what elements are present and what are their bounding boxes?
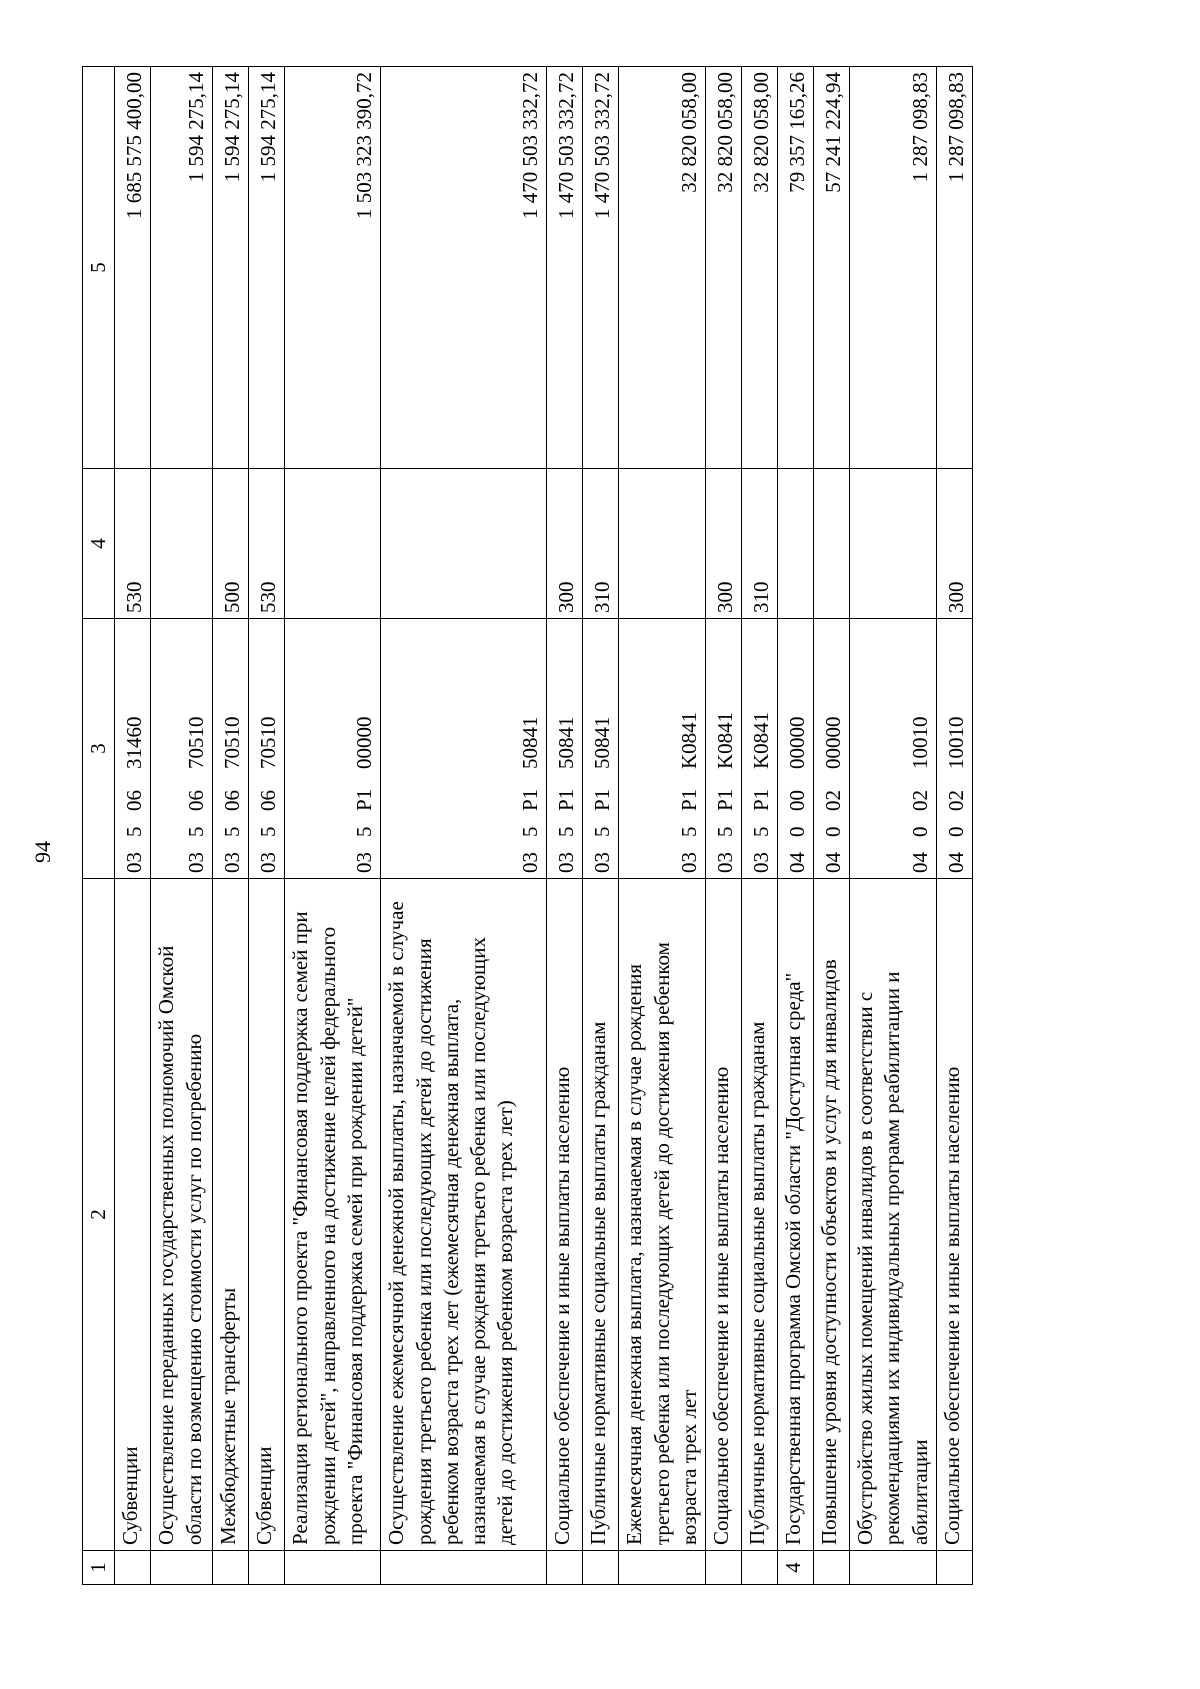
code-part-1: 03 [712,852,737,873]
code-group [712,624,739,873]
item-name-cell: Обустройство жилых помещений инвалидов в соответствии с рекомендациями их индивидуальных программ реабилитации и абилитации [850,879,937,1551]
table-row [115,67,151,1585]
code-part-1: 03 [184,852,208,873]
code-part-2: 5 [184,826,208,837]
code-part-2: 0 [943,826,968,837]
code-part-4: 70510 [184,716,208,769]
expense-type-cell: 530 [115,469,151,619]
classification-code-cell [381,619,547,879]
expense-type-cell [381,469,547,619]
code-part-4: K0841 [748,711,773,769]
table-row [742,67,778,1585]
code-part-4: 00000 [352,716,376,769]
code-part-3: P1 [554,788,578,811]
table-row [778,67,814,1585]
item-name-cell: Ежемесячная денежная выплата, назначаемая в случае рождения третьего ребенка или последующих детей до достижения ребенком возраста трех лет [619,879,706,1551]
table-row [285,67,381,1585]
classification-code-cell [547,619,583,879]
classification-code-cell [249,619,285,879]
code-part-4: 50841 [590,716,614,769]
row-number-cell [249,1551,285,1585]
classification-code-cell [706,619,742,879]
expense-type-cell: 530 [249,469,285,619]
expense-type-cell: 500 [213,469,249,619]
classification-code-cell [937,619,973,879]
item-name-cell: Публичные нормативные социальные выплаты гражданам [583,879,619,1551]
code-part-1: 04 [784,852,809,873]
item-name-cell: Субвенции [249,879,285,1551]
row-number-cell [285,1551,381,1585]
code-group [517,624,544,873]
code-part-3: P1 [518,788,542,811]
code-part-2: 5 [590,826,614,837]
expense-type-cell [850,469,937,619]
code-part-2: 5 [554,826,578,837]
row-number-cell [619,1551,706,1585]
amount-cell: 79 357 165,26 [778,67,814,469]
code-part-3: 06 [256,790,280,811]
code-part-1: 04 [907,852,932,873]
table-row [249,67,285,1585]
code-group [351,624,378,873]
code-part-2: 0 [784,826,809,837]
amount-cell: 32 820 058,00 [619,67,706,469]
code-part-2: 5 [256,826,280,837]
classification-code-cell [151,619,213,879]
table-row [619,67,706,1585]
header-cell-4: 4 [83,469,115,619]
code-part-3: 06 [122,790,146,811]
code-group [183,624,210,873]
classification-code-cell [814,619,850,879]
amount-cell: 1 470 503 332,72 [583,67,619,469]
table-row [706,67,742,1585]
amount-cell: 1 470 503 332,72 [381,67,547,469]
table-row [213,67,249,1585]
code-part-3: P1 [748,788,773,811]
code-part-3: 02 [943,790,968,811]
table-row [850,67,937,1585]
header-cell-1: 1 [83,1551,115,1585]
amount-cell: 1 594 275,14 [249,67,285,469]
code-part-1: 03 [554,852,578,873]
row-number-cell [814,1551,850,1585]
row-number-cell [706,1551,742,1585]
code-part-4: 70510 [220,716,244,769]
classification-code-cell [115,619,151,879]
code-group [676,624,703,873]
code-part-4: 00000 [784,716,809,769]
expense-type-cell: 300 [937,469,973,619]
amount-cell: 1 594 275,14 [213,67,249,469]
table-row [547,67,583,1585]
expense-type-cell [151,469,213,619]
table-body [83,67,973,1585]
item-name-cell: Социальное обеспечение и иные выплаты населению [706,879,742,1551]
amount-cell: 32 820 058,00 [742,67,778,469]
code-part-1: 03 [352,852,376,873]
item-name-cell: Государственная программа Омской области "Доступная среда" [778,879,814,1551]
expense-type-cell [619,469,706,619]
code-part-1: 03 [122,852,146,873]
table-row [937,67,973,1585]
classification-code-cell [742,619,778,879]
item-name-cell: Субвенции [115,879,151,1551]
code-group [553,624,580,873]
code-part-4: 10010 [943,716,968,769]
code-part-3: 02 [907,790,932,811]
amount-cell: 1 287 098,83 [937,67,973,469]
classification-code-cell [285,619,381,879]
code-part-4: K0841 [676,711,701,769]
table-row [381,67,547,1585]
code-part-2: 5 [712,826,737,837]
expense-type-cell [778,469,814,619]
code-part-2: 0 [820,826,845,837]
code-part-4: 50841 [554,716,578,769]
code-group [255,624,282,873]
code-part-4: 31460 [122,716,146,769]
item-name-cell: Социальное обеспечение и иные выплаты населению [547,879,583,1551]
code-group [589,624,616,873]
header-cell-3: 3 [83,619,115,879]
classification-code-cell [213,619,249,879]
classification-code-cell [850,619,937,879]
code-part-4: K0841 [712,711,737,769]
code-part-4: 00000 [820,716,845,769]
budget-table [82,66,973,1585]
amount-cell: 57 241 224,94 [814,67,850,469]
page-number: 94 [30,841,55,863]
code-part-1: 03 [220,852,244,873]
code-part-2: 5 [676,826,701,837]
code-part-3: P1 [352,788,376,811]
row-number-cell [213,1551,249,1585]
expense-type-cell [814,469,850,619]
code-part-3: 06 [184,790,208,811]
item-name-cell: Осуществление переданных государственных полномочий Омской области по возмещению стоимости услуг по погребению [151,879,213,1551]
code-part-1: 03 [256,852,280,873]
item-name-cell: Социальное обеспечение и иные выплаты населению [937,879,973,1551]
code-part-4: 70510 [256,716,280,769]
item-name-cell: Осуществление ежемесячной денежной выплаты, назначаемой в случае рождения третьего ребенка или последующих детей до достижения ребенком возраста трех лет (ежемесячная денежная выплата, назначаемая в случае рождения третьего ребенка или последующих детей до достижения ребенком возраста трех лет) [381,879,547,1551]
row-number-cell [381,1551,547,1585]
row-number-cell [115,1551,151,1585]
table-row [151,67,213,1585]
amount-cell: 1 685 575 400,00 [115,67,151,469]
amount-cell: 1 470 503 332,72 [547,67,583,469]
item-name-cell: Реализация регионального проекта "Финансовая поддержка семей при рождении детей", направленного на достижение целей федерального проекта "Финансовая поддержка семей при рождении детей" [285,879,381,1551]
code-part-1: 03 [748,852,773,873]
expense-type-cell: 310 [742,469,778,619]
code-part-3: P1 [676,788,701,811]
code-part-2: 5 [748,826,773,837]
table-row [814,67,850,1585]
expense-type-cell: 300 [547,469,583,619]
item-name-cell: Межбюджетные трансферты [213,879,249,1551]
code-part-2: 5 [220,826,244,837]
row-number-cell [937,1551,973,1585]
code-group [219,624,246,873]
amount-cell: 1 287 098,83 [850,67,937,469]
header-row [83,67,115,1585]
code-group [943,624,970,873]
item-name-cell: Публичные нормативные социальные выплаты гражданам [742,879,778,1551]
expense-type-cell: 310 [583,469,619,619]
code-part-2: 5 [122,826,146,837]
classification-code-cell [619,619,706,879]
code-part-2: 5 [518,826,542,837]
code-part-2: 0 [907,826,932,837]
header-cell-5: 5 [83,67,115,469]
code-part-1: 03 [518,852,542,873]
row-number-cell [151,1551,213,1585]
code-part-1: 03 [590,852,614,873]
expense-type-cell [285,469,381,619]
classification-code-cell [583,619,619,879]
row-number-cell: 4 [778,1551,814,1585]
code-part-3: P1 [712,788,737,811]
header-cell-2: 2 [83,879,115,1551]
code-group [784,624,811,873]
rotated-page [22,67,1122,1637]
row-number-cell [547,1551,583,1585]
amount-cell: 32 820 058,00 [706,67,742,469]
table-row [583,67,619,1585]
row-number-cell [742,1551,778,1585]
code-part-3: 06 [220,790,244,811]
code-part-4: 10010 [907,716,932,769]
code-part-3: 00 [784,790,809,811]
code-part-1: 04 [943,852,968,873]
code-part-3: 02 [820,790,845,811]
amount-cell: 1 503 323 390,72 [285,67,381,469]
item-name-cell: Повышение уровня доступности объектов и услуг для инвалидов [814,879,850,1551]
amount-cell: 1 594 275,14 [151,67,213,469]
expense-type-cell: 300 [706,469,742,619]
row-number-cell [583,1551,619,1585]
code-group [121,624,148,873]
code-part-1: 04 [820,852,845,873]
row-number-cell [850,1551,937,1585]
code-group [907,624,934,873]
code-part-2: 5 [352,826,376,837]
code-part-3: P1 [590,788,614,811]
classification-code-cell [778,619,814,879]
code-group [748,624,775,873]
code-part-4: 50841 [518,716,542,769]
code-group [820,624,847,873]
code-part-1: 03 [676,852,701,873]
